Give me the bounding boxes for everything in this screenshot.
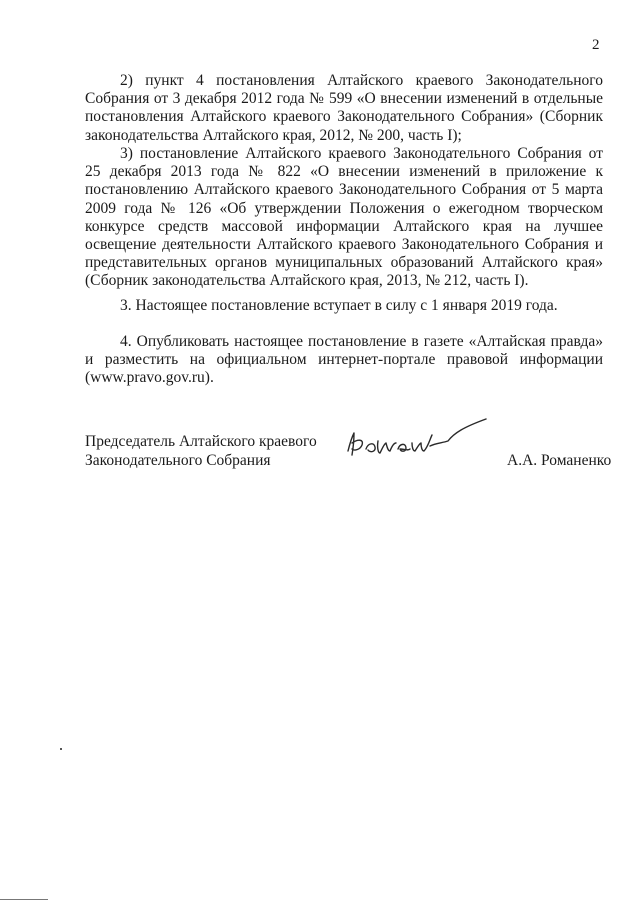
signatory-position [85,433,317,470]
handwritten-signature [344,413,494,469]
paragraph-publication: 4. Опубликовать настоящее постановление в газете «Алтайская правда» и разместить на официальном интернет-портале правовой информации (www.pravo.gov.ru). [85,333,603,387]
page-number: 2 [592,37,600,53]
signatory-position-line1: Председатель Алтайского краевого [85,433,317,450]
paragraph-item-3: 3) постановление Алтайского краевого Законодательного Собрания от 25 декабря 2013 года № 822 «О внесении изменений в приложение к постановлению Алтайского краевого Законодательного Собрания от 5 марта 2009 года № 126 «Об утверждении Положения о ежегодном творческом конкурсе средств массовой информации Алтайского края на лучшее освещение деятельности Алтайского краевого Законодательного Собрания и представительных органов муниципальных образований Алтайского края» (Сборник законодательства Алтайского края, 2013, № 212, часть I). [85,145,603,290]
signatory-name: А.А. Романенко [507,452,612,469]
scan-artifact-line [0,899,48,900]
paragraph-item-2: 2) пункт 4 постановления Алтайского краевого Законодательного Собрания от 3 декабря 2012 года № 599 «О внесении изменений в отдельные постановления Алтайского краевого Законодательного Собрания» (Сборник законодательства Алтайского края, 2012, № 200, часть I); [85,72,603,144]
paragraph-effective-date: 3. Настоящее постановление вступает в силу с 1 января 2019 года. [120,297,558,314]
scan-artifact [60,748,62,750]
signatory-position-line2: Законодательного Собрания [85,451,271,469]
